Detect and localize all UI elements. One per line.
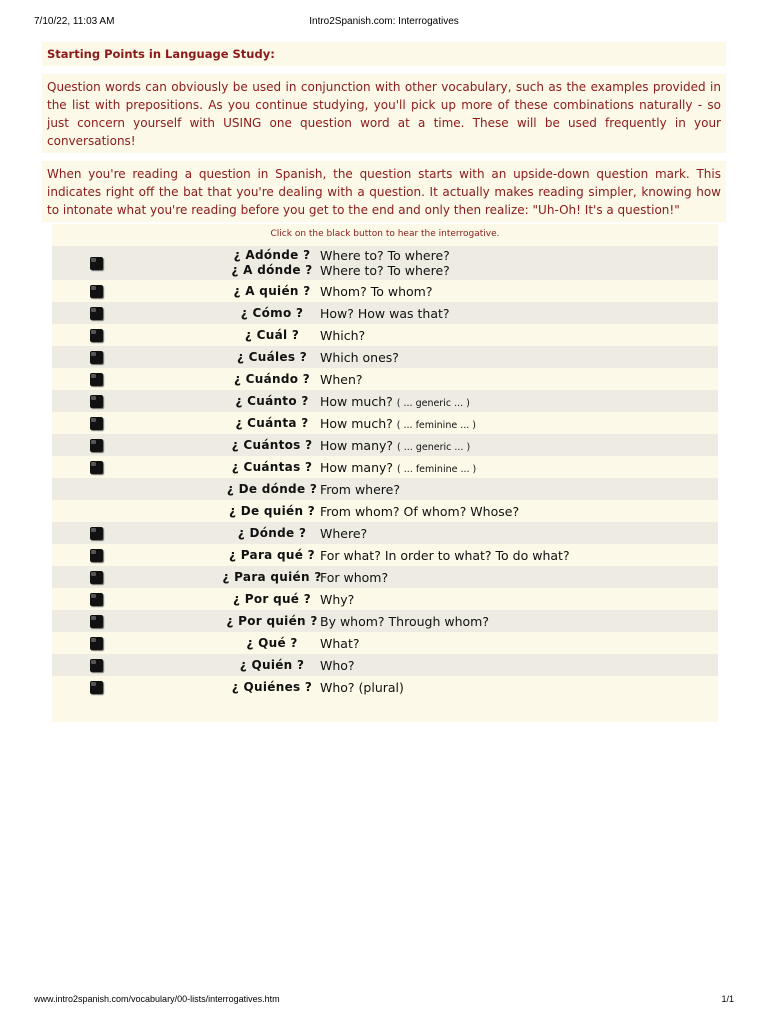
table-row	[52, 478, 718, 500]
table-row	[52, 456, 718, 478]
audio-play-button[interactable]	[90, 417, 103, 430]
audio-play-button[interactable]	[90, 571, 103, 584]
table-row	[52, 632, 718, 654]
english-text-alt: Where to? To where?	[320, 263, 450, 278]
table-row	[52, 246, 718, 280]
usage-note: ( ... generic ... )	[397, 442, 471, 453]
audio-play-button[interactable]	[90, 615, 103, 628]
english-text: For whom?	[320, 570, 389, 585]
english-translation	[320, 460, 476, 477]
audio-play-button[interactable]	[90, 373, 103, 386]
table-row	[52, 676, 718, 698]
spanish-word: ¿ A quién ?	[233, 284, 311, 298]
spanish-word: ¿ Qué ?	[246, 636, 298, 650]
audio-play-button[interactable]	[90, 395, 103, 408]
english-text: What?	[320, 636, 360, 651]
spanish-word: ¿ Por quién ?	[226, 614, 318, 628]
usage-note: ( ... feminine ... )	[396, 420, 476, 431]
english-translation	[320, 526, 367, 541]
english-translation	[320, 570, 388, 585]
spanish-word: ¿ Cuándo ?	[233, 372, 311, 386]
table-row	[52, 522, 718, 544]
audio-play-button[interactable]	[90, 307, 103, 320]
table-row	[52, 610, 718, 632]
table-row	[52, 346, 718, 368]
spacer	[42, 153, 726, 161]
english-translation	[320, 636, 359, 651]
table-row	[52, 302, 718, 324]
section-heading: Starting Points in Language Study:	[42, 42, 726, 66]
spanish-word: ¿ Quién ?	[239, 658, 305, 672]
spanish-word: ¿ Cuáles ?	[236, 350, 308, 364]
english-text: Where?	[320, 526, 368, 541]
audio-play-button[interactable]	[90, 681, 103, 694]
spanish-word: ¿ Cuánta ?	[235, 416, 309, 430]
english-text: How many?	[320, 460, 394, 475]
english-translation	[320, 614, 489, 629]
english-text: How much?	[320, 416, 393, 431]
spanish-word: ¿ Cuál ?	[244, 328, 300, 342]
english-text: Why?	[320, 592, 355, 607]
english-translation	[320, 372, 363, 387]
table-row	[52, 588, 718, 610]
audio-play-button[interactable]	[90, 659, 103, 672]
spanish-word: ¿ Dónde ?	[237, 526, 307, 540]
intro-section	[42, 42, 726, 222]
english-text: Whom? To whom?	[320, 284, 433, 299]
interrogatives-table	[52, 224, 718, 722]
english-translation	[320, 482, 400, 497]
english-translation	[320, 658, 355, 673]
spanish-word: ¿ Quiénes ?	[231, 680, 313, 694]
english-text: Which?	[320, 328, 366, 343]
english-translation	[320, 394, 470, 411]
english-translation	[320, 284, 432, 299]
table-row	[52, 368, 718, 390]
english-text: Where to? To where?	[320, 248, 450, 263]
print-footer	[34, 994, 734, 1008]
print-page-number: 1/1	[721, 994, 734, 1004]
spanish-word: ¿ De dónde ?	[226, 482, 318, 496]
table-rows	[52, 246, 718, 698]
english-text: Who?	[320, 658, 355, 673]
table-row	[52, 412, 718, 434]
usage-note: ( ... feminine ... )	[397, 464, 477, 475]
english-translation	[320, 504, 519, 519]
english-translation	[320, 306, 450, 321]
english-translation	[320, 438, 470, 455]
audio-play-button[interactable]	[90, 329, 103, 342]
table-row	[52, 500, 718, 522]
audio-play-button[interactable]	[90, 439, 103, 452]
english-translation	[320, 416, 476, 433]
spanish-word: ¿ Para quién ?	[222, 570, 322, 584]
english-text: From whom? Of whom? Whose?	[320, 504, 520, 519]
spanish-word: ¿ De quién ?	[228, 504, 316, 518]
english-text: How much?	[320, 394, 393, 409]
usage-note: ( ... generic ... )	[396, 398, 470, 409]
english-translation	[320, 548, 570, 563]
spanish-word: ¿ Cuánto ?	[235, 394, 309, 408]
english-translation	[320, 592, 354, 607]
spanish-word: ¿ Cómo ?	[240, 306, 304, 320]
spanish-word: ¿ Cuántos ?	[231, 438, 313, 452]
english-translation	[320, 248, 450, 278]
english-translation	[320, 328, 365, 343]
audio-play-button[interactable]	[90, 285, 103, 298]
spacer	[42, 66, 726, 74]
english-translation	[320, 350, 399, 365]
intro-paragraph-1: Question words can obviously be used in conjunction with other vocabulary, such as the examples provided in the list with prepositions. As you continue studying, you'll pick up more of these combinations naturally - so just concern yourself with USING one question word at a time. These will be used frequently in your conversations!	[42, 74, 726, 153]
spanish-word: ¿ Cuántas ?	[231, 460, 313, 474]
print-header	[34, 16, 734, 30]
audio-play-button[interactable]	[90, 549, 103, 562]
english-text: Which ones?	[320, 350, 399, 365]
audio-play-button[interactable]	[90, 637, 103, 650]
audio-play-button[interactable]	[90, 527, 103, 540]
english-text: How? How was that?	[320, 306, 450, 321]
spanish-word: ¿ Adónde ?	[233, 248, 311, 262]
table-row	[52, 566, 718, 588]
table-row	[52, 434, 718, 456]
table-row	[52, 280, 718, 302]
intro-paragraph-2: When you're reading a question in Spanish, the question starts with an upside-down question mark. This indicates right off the bat that you're dealing with a question. It actually makes reading simpler, knowing how to intonate what you're reading before you get to the end and only then realize: "Uh-Oh! It's a question!"	[42, 161, 726, 222]
english-text: How many?	[320, 438, 394, 453]
english-text: By whom? Through whom?	[320, 614, 489, 629]
audio-play-button[interactable]	[90, 351, 103, 364]
audio-play-button[interactable]	[90, 461, 103, 474]
print-url: www.intro2spanish.com/vocabulary/00-lists/interrogatives.htm	[34, 994, 280, 1004]
spanish-word-alt: ¿ A dónde ?	[231, 263, 313, 277]
english-text: When?	[320, 372, 363, 387]
english-text: From where?	[320, 482, 400, 497]
english-translation	[320, 680, 404, 695]
table-row	[52, 544, 718, 566]
spanish-word: ¿ Por qué ?	[233, 592, 311, 606]
table-instruction: Click on the black button to hear the interrogative.	[270, 229, 500, 239]
spanish-word: ¿ Para qué ?	[229, 548, 315, 562]
audio-play-button[interactable]	[90, 257, 103, 270]
print-page-title: Intro2Spanish.com: Interrogatives	[309, 16, 459, 27]
english-text: For what? In order to what? To do what?	[320, 548, 570, 563]
table-row	[52, 324, 718, 346]
table-row	[52, 654, 718, 676]
table-row	[52, 390, 718, 412]
audio-play-button[interactable]	[90, 593, 103, 606]
english-text: Who? (plural)	[320, 680, 404, 695]
print-date: 7/10/22, 11:03 AM	[34, 16, 115, 27]
